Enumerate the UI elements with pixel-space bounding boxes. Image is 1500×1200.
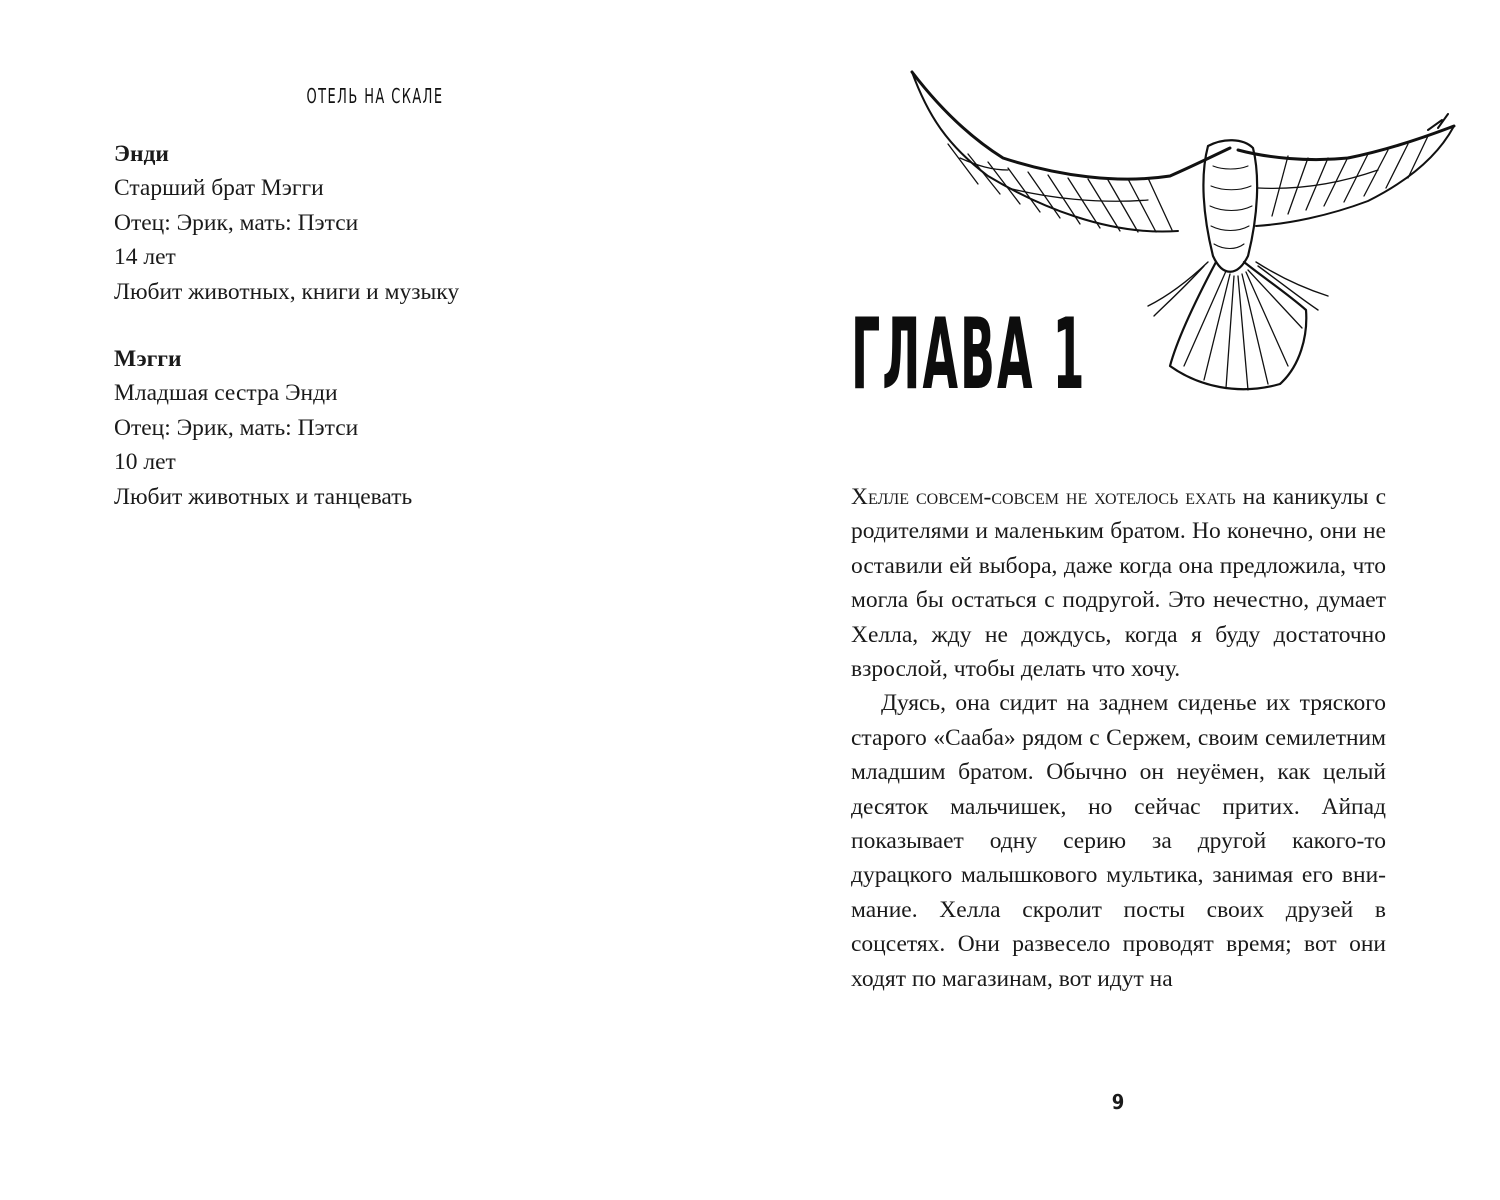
paragraph-text: на каникулы с родителями и маленьким братом. Но конечно, они не оставили ей выбора, даже когда она предложила, что могла бы остаться с подругой. Это нечестно, думает Хелла, жду не дождусь, когда я буду достаточно взрослой, чтобы делать что хочу. [851, 484, 1386, 683]
page-number: 9 [1111, 1090, 1125, 1114]
character-entry [114, 342, 674, 514]
character-detail: Любит животных и танцевать [114, 483, 413, 510]
chapter-title: ГЛАВА 1 [851, 298, 1087, 412]
character-name: Энди [114, 141, 169, 167]
character-name: Мэгги [114, 346, 182, 373]
chapter-body [851, 480, 1386, 996]
character-detail: Отец: Эрик, мать: Пэтси [114, 414, 359, 441]
character-entry [114, 137, 674, 309]
paragraph [851, 480, 1386, 686]
character-list [114, 137, 674, 547]
character-detail: 10 лет [114, 449, 176, 476]
character-detail: Младшая сестра Энди [114, 380, 338, 407]
character-detail: Любит животных, книги и музыку [114, 278, 460, 305]
character-detail: 14 лет [114, 244, 176, 271]
opening-words: Хелле совсем-совсем не хотелось ехать [851, 484, 1236, 510]
character-detail: Старший брат Мэгги [114, 175, 324, 202]
paragraph: Дуясь, она сидит на заднем сиденье их тряского старого «Сааба» рядом с Сержем, своим семилетним младшим братом. Обычно он неуёмен, как целый десяток мальчишек, но сейчас притих. Айпад показывает одну серию за другой какого-то дурацкого малышкового мультика, занимая его внимание. Хелла скролит посты своих друзей в соцсетях. Они развесело проводят время; вот они ходят по магазинам, вот идут на [851, 690, 1386, 992]
character-detail: Отец: Эрик, мать: Пэтси [114, 209, 359, 236]
running-header: ОТЕЛЬ НА СКАЛЕ [306, 84, 444, 108]
